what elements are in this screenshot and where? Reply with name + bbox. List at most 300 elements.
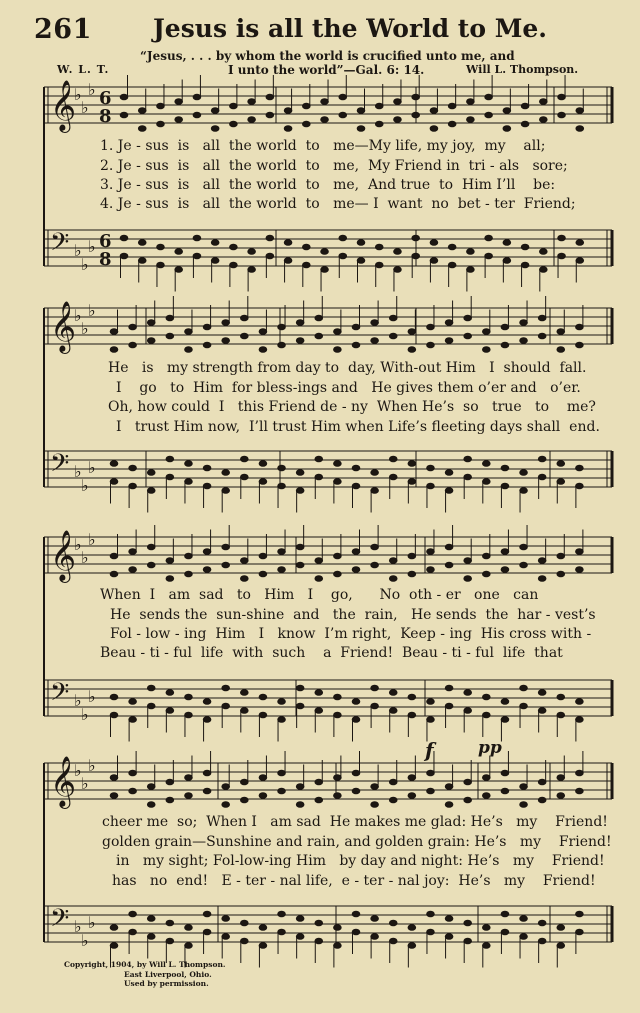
note-head [538,576,546,582]
note-head [483,793,491,799]
note-head [445,784,453,790]
note-head [427,788,435,794]
dynamic-forte: f [425,738,434,762]
note-head [185,329,193,335]
note-head [166,333,174,339]
note-head [166,779,174,785]
note-head [464,456,472,462]
note-head [315,938,323,944]
note-head [467,267,475,273]
note-head [352,549,360,555]
note-head [521,244,529,250]
note-head [296,934,304,940]
note-head [389,920,397,926]
note-head [259,479,267,485]
note-head [259,571,267,577]
note-head [501,770,509,776]
note-head [175,267,183,273]
note-head [389,938,397,944]
note-head [521,103,529,109]
note-head [175,99,183,105]
lyricist-credit: W. L. T. [57,63,110,76]
note-head [371,784,379,790]
note-head [147,703,155,709]
note-head [448,121,456,127]
note-head [394,117,402,123]
hymn-title: Jesus is all the World to Me. [152,14,548,43]
note-head [408,943,416,949]
note-head [241,797,249,803]
note-head [230,262,238,268]
note-head [110,571,118,577]
note-head [321,249,329,255]
note-head [147,562,155,568]
note-head [193,94,201,100]
note-head [389,797,397,803]
note-head [375,262,383,268]
flat-sign: ♭ [74,306,82,325]
note-head [427,929,435,935]
verse-line: I trust Him now, I’ll trust Him when Life’s fleeting days shall end. [116,419,600,435]
note-head [371,934,379,940]
note-head [520,338,528,344]
note-head [538,456,546,462]
note-head [538,315,546,321]
note-head [259,775,267,781]
note-head [278,483,286,489]
note-head [110,479,118,485]
note-head [166,558,174,564]
note-head [371,470,379,476]
flat-sign: ♭ [88,301,96,320]
note-head [520,802,528,808]
note-head [485,112,493,118]
note-head [203,770,211,776]
note-head [576,699,584,705]
note-head [203,483,211,489]
note-head [557,461,565,467]
note-head [278,717,286,723]
note-head [464,920,472,926]
note-head [389,315,397,321]
note-head [284,126,292,132]
note-head [203,342,211,348]
note-head [464,474,472,480]
note-head [315,920,323,926]
note-head [185,925,193,931]
note-head [557,694,565,700]
note-head [558,253,566,259]
note-head [445,488,453,494]
note-head [445,802,453,808]
note-head [278,788,286,794]
note-head [339,253,347,259]
note-head [147,916,155,922]
note-head [185,694,193,700]
treble-clef: 𝄞 [50,80,77,131]
note-head [427,342,435,348]
note-head [352,567,360,573]
note-head [315,315,323,321]
note-head [138,108,146,114]
note-head [203,911,211,917]
note-head [241,315,249,321]
note-head [521,121,529,127]
note-head [389,576,397,582]
note-head [296,685,304,691]
note-head [259,553,267,559]
note-head [166,708,174,714]
note-head [166,315,174,321]
note-head [241,690,249,696]
note-head [503,258,511,264]
note-head [427,911,435,917]
note-head [334,571,342,577]
note-head [503,126,511,132]
note-head [430,108,438,114]
note-head [129,324,137,330]
note-head [389,456,397,462]
note-head [538,690,546,696]
note-head [222,916,230,922]
verse-line: 1. Je - sus is all the world to me—My life, my joy, my all; [100,138,546,154]
verse-line: He sends the sun-shine and the rain, He sends the har - vest’s [110,607,596,623]
note-head [248,249,256,255]
note-head [540,267,548,273]
note-head [296,562,304,568]
note-head [371,562,379,568]
note-head [185,461,193,467]
note-head [259,347,267,353]
note-head [278,549,286,555]
note-head [576,465,584,471]
flat-sign: ♭ [74,241,82,260]
note-head [211,258,219,264]
note-head [185,347,193,353]
note-head [278,770,286,776]
note-head [296,470,304,476]
note-head [576,126,584,132]
note-head [501,717,509,723]
note-head [464,779,472,785]
note-head [315,779,323,785]
flat-sign: ♭ [74,691,82,710]
verse-line: 4. Je - sus is all the world to me— I want no bet - ter Friend; [100,196,576,212]
note-head [408,571,416,577]
note-head [175,117,183,123]
note-head [147,470,155,476]
note-head [576,567,584,573]
note-head [203,465,211,471]
note-head [129,929,137,935]
note-head [464,576,472,582]
verse-line: has no end! E - ter - nal life, e - ter - nal joy: He’s my Friend! [112,873,596,889]
note-head [185,943,193,949]
flat-sign: ♭ [81,255,89,274]
note-head [483,694,491,700]
note-head [259,694,267,700]
epigraph-line: I unto the world”—Gal. 6: 14. [228,63,425,77]
note-head [464,315,472,321]
note-head [371,320,379,326]
copyright-notice [64,960,226,989]
note-head [427,567,435,573]
note-head [427,465,435,471]
note-head [129,911,137,917]
note-head [448,262,456,268]
bass-clef: 𝄢 [50,678,70,713]
note-head [540,117,548,123]
note-head [185,479,193,485]
note-head [129,549,137,555]
note-head [278,929,286,935]
flat-sign: ♭ [81,476,89,495]
note-head [241,938,249,944]
note-head [557,479,565,485]
note-head [296,338,304,344]
note-head [303,244,311,250]
note-head [129,699,137,705]
note-head [222,934,230,940]
note-head [389,558,397,564]
note-head [520,685,528,691]
note-head [110,712,118,718]
note-head [315,797,323,803]
note-head [485,253,493,259]
note-head [389,333,397,339]
note-head [157,262,165,268]
note-head [203,324,211,330]
note-head [166,938,174,944]
treble-clef: 𝄞 [50,756,77,807]
note-head [120,253,128,259]
verse-line: I go to Him for bless-ings and He gives them o’er and o’er. [116,380,581,396]
copyright-line: East Liverpool, Ohio. [124,969,212,979]
note-head [278,465,286,471]
note-head [315,333,323,339]
note-head [211,126,219,132]
note-head [334,347,342,353]
note-head [129,465,137,471]
note-head [520,703,528,709]
note-head [464,938,472,944]
flat-sign: ♭ [74,761,82,780]
note-head [464,690,472,696]
note-head [147,784,155,790]
note-head [467,117,475,123]
note-head [211,240,219,246]
note-head [352,324,360,330]
note-head [334,694,342,700]
note-head [266,235,274,241]
note-head [540,99,548,105]
flat-sign: ♭ [74,462,82,481]
note-head [503,240,511,246]
note-head [296,703,304,709]
note-head [339,112,347,118]
note-head [339,235,347,241]
note-head [557,571,565,577]
copyright-line: Used by permission. [124,979,209,988]
note-head [557,943,565,949]
note-head [278,567,286,573]
note-head [371,338,379,344]
note-head [520,562,528,568]
note-head [483,925,491,931]
note-head [166,576,174,582]
note-head [394,99,402,105]
note-head [408,479,416,485]
note-head [147,338,155,344]
note-head [166,690,174,696]
flat-sign: ♭ [81,98,89,117]
note-head [284,240,292,246]
note-head [147,685,155,691]
note-head [464,558,472,564]
note-head [520,470,528,476]
note-head [558,112,566,118]
note-head [129,717,137,723]
flat-sign: ♭ [88,756,96,775]
note-head [576,770,584,776]
note-head [538,920,546,926]
flat-sign: ♭ [88,458,96,477]
note-head [248,99,256,105]
note-head [315,558,323,564]
note-head [389,474,397,480]
note-head [408,329,416,335]
note-head [557,793,565,799]
note-head [375,121,383,127]
note-head [540,249,548,255]
note-head [352,788,360,794]
note-head [203,567,211,573]
note-head [321,267,329,273]
note-head [371,544,379,550]
note-head [185,793,193,799]
note-head [110,553,118,559]
note-head [408,461,416,467]
note-head [110,347,118,353]
note-head [129,788,137,794]
note-head [222,488,230,494]
note-head [157,244,165,250]
note-head [371,703,379,709]
note-head [166,456,174,462]
note-head [445,338,453,344]
note-head [464,333,472,339]
note-head [375,103,383,109]
note-head [483,571,491,577]
note-head [408,553,416,559]
note-head [352,699,360,705]
note-head [576,911,584,917]
note-head [557,925,565,931]
note-head [110,775,118,781]
note-head [538,779,546,785]
note-head [483,347,491,353]
note-head [334,793,342,799]
note-head [334,925,342,931]
verse-line: 2. Je - sus is all the world to me, My Friend in tri - als sore; [100,158,568,174]
note-head [241,576,249,582]
note-head [520,488,528,494]
note-head [334,553,342,559]
note-head [259,712,267,718]
flat-sign: ♭ [88,530,96,549]
note-head [222,703,230,709]
note-head [203,699,211,705]
note-head [557,712,565,718]
note-head [266,112,274,118]
note-head [110,793,118,799]
note-head [278,342,286,348]
verse-line: 3. Je - sus is all the world to me, And true to Him I’ll be: [100,177,556,193]
note-head [193,253,201,259]
note-head [230,121,238,127]
note-head [394,249,402,255]
verse-line: golden grain—Sunshine and rain, and golden grain: He’s my Friend! [102,834,612,850]
note-head [241,779,249,785]
note-head [538,558,546,564]
note-head [448,244,456,250]
note-head [222,802,230,808]
note-head [303,262,311,268]
note-head [483,461,491,467]
note-head [357,126,365,132]
note-head [222,784,230,790]
note-head [427,483,435,489]
note-head [278,699,286,705]
note-head [303,121,311,127]
note-head [352,717,360,723]
note-head [211,108,219,114]
note-head [445,685,453,691]
note-head [241,920,249,926]
note-head [259,461,267,467]
note-head [296,488,304,494]
note-head [334,461,342,467]
note-head [315,456,323,462]
note-head [166,474,174,480]
note-head [501,788,509,794]
note-head [501,324,509,330]
note-head [352,770,360,776]
note-head [520,916,528,922]
note-head [483,943,491,949]
note-head [315,474,323,480]
note-head [222,320,230,326]
note-head [248,267,256,273]
note-head [464,708,472,714]
note-head [412,94,420,100]
note-head [296,802,304,808]
note-head [334,329,342,335]
note-head [185,775,193,781]
note-head [352,465,360,471]
note-head [147,320,155,326]
note-head [166,920,174,926]
verse-line: cheer me so; When I am sad He makes me glad: He’s my Friend! [102,814,608,830]
note-head [185,712,193,718]
note-head [538,938,546,944]
note-head [408,347,416,353]
note-head [259,943,267,949]
note-head [203,717,211,723]
time-signature: 6 [99,88,112,109]
note-head [501,699,509,705]
note-head [278,324,286,330]
